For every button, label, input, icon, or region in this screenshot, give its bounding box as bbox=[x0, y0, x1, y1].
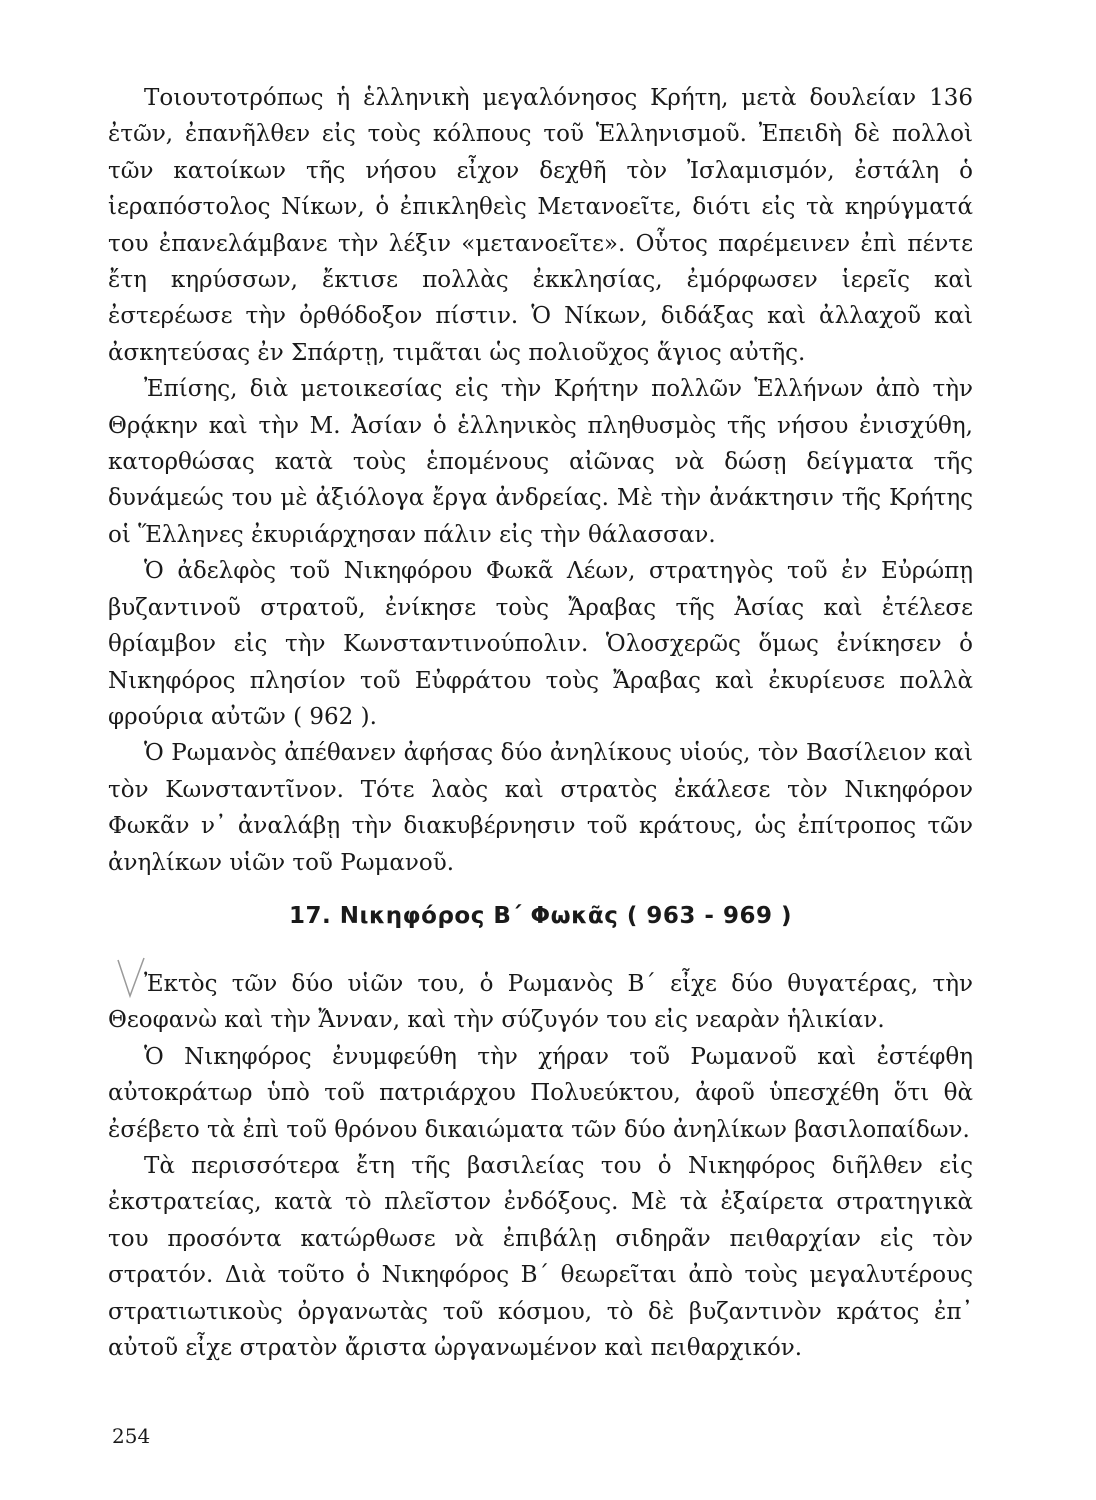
paragraph: Ἐκτὸς τῶν δύο υἱῶν του, ὁ Ρωμανὸς Β΄ εἶχε δύο θυγατέρας, τὴν Θεοφανὼ καὶ τὴν Ἄνναν, καὶ τὴν σύζυγόν του εἰς νεαρὰν ἡλικίαν. bbox=[108, 971, 973, 1034]
paragraph: Τὰ περισσότερα ἔτη τῆς βασιλείας του ὁ Νικηφόρος διῆλθεν εἰς ἐκστρατείας, κατὰ τὸ πλεῖστον ἐνδόξους. Μὲ τὰ ἐξαίρετα στρατηγικὰ του προσόντα κατώρθωσε νὰ ἐπιβάλῃ σιδηρᾶν πειθαρχίαν εἰς τὸν στρατόν. Διὰ τοῦτο ὁ Νικηφόρος Β΄ θεωρεῖται ἀπὸ τοὺς μεγαλυτέρους στρατιωτικοὺς ὀργανωτὰς τοῦ κόσμου, τὸ δὲ βυζαντινὸν κράτος ἐπ᾿ αὐτοῦ εἶχε στρατὸν ἄριστα ὠργανωμένον καὶ πειθαρχικόν. bbox=[108, 1153, 973, 1362]
paragraph: Ὁ ἀδελφὸς τοῦ Νικηφόρου Φωκᾶ Λέων, στρατηγὸς τοῦ ἐν Εὐρώπῃ βυζαντινοῦ στρατοῦ, ἐνίκησε τοὺς Ἄραβας τῆς Ἀσίας καὶ ἐτέλεσε θρίαμβον εἰς τὴν Κωνσταντινούπολιν. Ὁλοσχερῶς ὅμως ἐνίκησεν ὁ Νικηφόρος πλησίον τοῦ Εὐφράτου τοὺς Ἄραβας καὶ ἐκυρίευσε πολλὰ φρούρια αὐτῶν ( 962 ). bbox=[108, 558, 973, 730]
paragraph: Ὁ Νικηφόρος ἐνυμφεύθη τὴν χήραν τοῦ Ρωμανοῦ καὶ ἐστέφθη αὐτοκράτωρ ὑπὸ τοῦ πατριάρχου Πολυεύκτου, ἀφοῦ ὑπεσχέθη ὅτι θὰ ἐσέβετο τὰ ἐπὶ τοῦ θρόνου δικαιώματα τῶν δύο ἀνηλίκων βασιλοπαίδων. bbox=[108, 1043, 973, 1143]
paragraph: Ὁ Ρωμανὸς ἀπέθανεν ἀφήσας δύο ἀνηλίκους υἱούς, τὸν Βασίλειον καὶ τὸν Κωνσταντῖνον. Τότε λαὸς καὶ στρατὸς ἐκάλεσε τὸν Νικηφόρον Φωκᾶν ν᾿ ἀναλάβῃ τὴν διακυβέρνησιν τοῦ κράτους, ὡς ἐπίτροπος τῶν ἀνηλίκων υἱῶν τοῦ Ρωμανοῦ. bbox=[108, 740, 973, 876]
page-number: 254 bbox=[112, 1424, 151, 1448]
paragraph: Τοιουτοτρόπως ἡ ἑλληνικὴ μεγαλόνησος Κρήτη, μετὰ δουλείαν 136 ἐτῶν, ἐπανῆλθεν εἰς τοὺς κόλπους τοῦ Ἑλληνισμοῦ. Ἐπειδὴ δὲ πολλοὶ τῶν κατοίκων τῆς νήσου εἶχον δεχθῆ τὸν Ἰσλαμισμόν, ἐστάλη ὁ ἱεραπόστολος Νίκων, ὁ ἐπικληθεὶς Μετανοεῖτε, διότι εἰς τὰ κηρύγματά του ἐπανελάμβανε τὴν λέξιν «μετανοεῖτε». Οὗτος παρέμεινεν ἐπὶ πέντε ἔτη κηρύσσων, ἔκτισε πολλὰς ἐκκλησίας, ἐμόρφωσεν ἱερεῖς καὶ ἐστερέωσε τὴν ὀρθόδοξον πίστιν. Ὁ Νίκων, διδάξας καὶ ἀλλαχοῦ καὶ ἀσκητεύσας ἐν Σπάρτῃ, τιμᾶται ὡς πολιοῦχος ἅγιος αὐτῆς. bbox=[108, 85, 973, 366]
section-heading: 17. Νικηφόρος Β΄ Φωκᾶς ( 963 - 969 ) bbox=[288, 903, 792, 929]
paragraph: Ἐπίσης, διὰ μετοικεσίας εἰς τὴν Κρήτην πολλῶν Ἑλλήνων ἀπὸ τὴν Θρᾴκην καὶ τὴν Μ. Ἀσίαν ὁ ἑλληνικὸς πληθυσμὸς τῆς νήσου ἐνισχύθη, κατορθώσας κατὰ τοὺς ἑπομένους αἰῶνας νὰ δώσῃ δείγματα τῆς δυνάμεώς του μὲ ἀξιόλογα ἔργα ἀνδρείας. Μὲ τὴν ἀνάκτησιν τῆς Κρήτης οἱ Ἕλληνες ἐκυριάρχησαν πάλιν εἰς τὴν θάλασσαν. bbox=[108, 376, 973, 548]
body-text-top bbox=[108, 80, 973, 881]
body-text-bottom bbox=[108, 966, 973, 1366]
